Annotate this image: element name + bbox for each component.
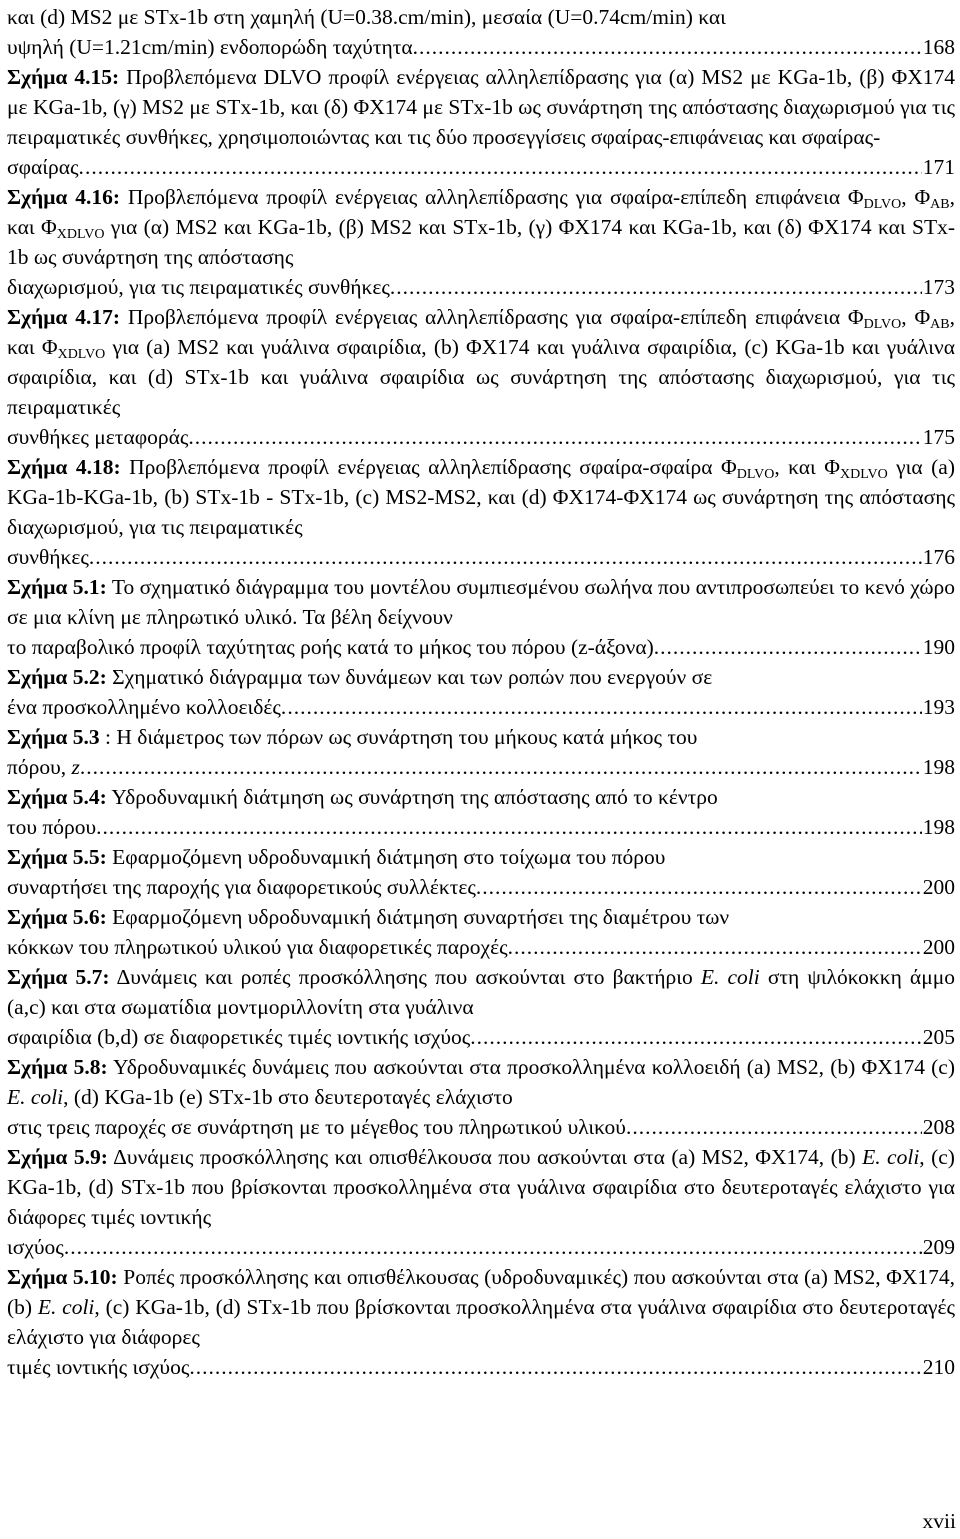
toc-page-number[interactable]: 198 bbox=[922, 755, 955, 779]
figure-label: Σχήμα 5.7: bbox=[7, 965, 110, 989]
toc-entry-last-line bbox=[7, 1352, 955, 1382]
dot-leader bbox=[419, 32, 922, 62]
figure-caption: Σχηματικό διάγραμμα των δυνάμεων και των ροπών που ενεργούν σε bbox=[112, 665, 713, 689]
toc-entry-last-line bbox=[7, 932, 955, 962]
table-of-figures bbox=[7, 2, 955, 1382]
toc-entry-text bbox=[7, 302, 955, 422]
toc-entry-last-line bbox=[7, 542, 955, 572]
toc-page-number[interactable]: 205 bbox=[922, 1025, 955, 1049]
toc-entry[interactable] bbox=[7, 722, 955, 782]
toc-entry[interactable] bbox=[7, 1052, 955, 1142]
toc-page-number[interactable]: 198 bbox=[922, 815, 955, 839]
toc-entry[interactable] bbox=[7, 572, 955, 662]
dot-leader bbox=[86, 752, 922, 782]
toc-entry[interactable] bbox=[7, 782, 955, 842]
figure-label: Σχήμα 4.18: bbox=[7, 455, 121, 479]
toc-entry-last-line bbox=[7, 1232, 955, 1262]
toc-page-number[interactable]: 193 bbox=[922, 695, 955, 719]
toc-entry-last-line bbox=[7, 1112, 955, 1142]
figure-label: Σχήμα 4.16: bbox=[7, 185, 120, 209]
dot-leader bbox=[70, 1232, 922, 1262]
toc-entry-text bbox=[7, 782, 955, 812]
figure-caption: Εφαρμοζόμενη υδροδυναμική διάτμηση συναρτήσει της διαμέτρου των bbox=[112, 905, 730, 929]
toc-entry[interactable] bbox=[7, 1262, 955, 1382]
figure-label: Σχήμα 5.4: bbox=[7, 785, 107, 809]
figure-caption: Προβλεπόμενα DLVO προφίλ ενέργειας αλληλεπίδρασης για (α) MS2 με KGa-1b, (β) ΦΧ174 με KGa-1b, (γ) MS2 με STx-1b, και (δ) ΦΧ174 με STx-1b ως συνάρτηση της απόστασης διαχωρισμού για τις πειραματικές συνθήκες, χρησιμοποιώντας και τις δύο προσεγγίσεις σφαίρας-επιφάνειας και σφαίρας- bbox=[7, 65, 956, 149]
figure-caption-end: υψηλή (U=1.21cm/min) ενδοπορώδη ταχύτητα. bbox=[7, 35, 418, 59]
toc-entry-last-line bbox=[7, 152, 955, 182]
figure-caption-end: ένα προσκολλημένο κολλοειδές. bbox=[7, 695, 287, 719]
toc-page-number[interactable]: 175 bbox=[922, 425, 955, 449]
figure-label: Σχήμα 5.8: bbox=[7, 1055, 108, 1079]
toc-entry-last-line bbox=[7, 272, 955, 302]
figure-caption-end: ισχύος. bbox=[7, 1235, 70, 1259]
figure-caption: Δυνάμεις προσκόλλησης και οπισθέλκουσα που ασκούνται στα (a) MS2, ΦΧ174, (b) E. coli, (c) KGa-1b, (d) STx-1b που βρίσκονται προσκολλημένα στα γυάλινα σφαιρίδια στο δευτεροταγές ελάχιστο για διάφορες τιμές ιοντικής bbox=[7, 1145, 955, 1229]
dot-leader bbox=[632, 1112, 921, 1142]
toc-entry[interactable] bbox=[7, 842, 955, 902]
dot-leader bbox=[514, 932, 922, 962]
dot-leader bbox=[195, 422, 922, 452]
figure-label: Σχήμα 4.17: bbox=[7, 305, 120, 329]
toc-page-number[interactable]: 171 bbox=[922, 155, 955, 179]
toc-entry-last-line bbox=[7, 1022, 955, 1052]
toc-entry[interactable] bbox=[7, 182, 955, 302]
dot-leader bbox=[396, 272, 921, 302]
dot-leader bbox=[103, 812, 922, 842]
dot-leader bbox=[196, 1352, 922, 1382]
figure-caption: Ροπές προσκόλλησης και οπισθέλκουσας (υδροδυναμικές) που ασκούνται στα (a) MS2, ΦΧ174, (b) E. coli, (c) KGa-1b, (d) STx-1b που βρίσκονται προσκολλημένα στα γυάλινα σφαιρίδια στο δευτεροταγές ελάχιστο για διάφορες bbox=[7, 1265, 956, 1349]
toc-entry-text bbox=[7, 1142, 955, 1232]
toc-page-number[interactable]: 208 bbox=[922, 1115, 955, 1139]
dot-leader bbox=[660, 632, 922, 662]
toc-page-number[interactable]: 176 bbox=[922, 545, 955, 569]
toc-page-number[interactable]: 209 bbox=[922, 1235, 955, 1259]
figure-caption-end: συνθήκες. bbox=[7, 545, 95, 569]
toc-entry-text bbox=[7, 2, 955, 32]
figure-caption-end: σφαιρίδια (b,d) σε διαφορετικές τιμές ιοντικής ισχύος. bbox=[7, 1025, 476, 1049]
dot-leader bbox=[85, 152, 922, 182]
toc-entry-text bbox=[7, 452, 955, 542]
figure-label: Σχήμα 4.15: bbox=[7, 65, 120, 89]
toc-entry[interactable] bbox=[7, 302, 955, 452]
toc-entry-text bbox=[7, 1052, 955, 1112]
toc-entry-text bbox=[7, 182, 955, 272]
figure-caption: Προβλεπόμενα προφίλ ενέργειας αλληλεπίδρασης για σφαίρα-επίπεδη επιφάνεια $\Phi_{DLVO}$, $\Phi_{AB}$, και $\Phi_{XDLVO}$ για (α) MS2 και KGa-1b, (β) MS2 και STx-1b, (γ) ΦΧ174 και KGa-1b, και (δ) ΦΧ174 και STx-1b ως συνάρτηση της απόστασης bbox=[7, 185, 955, 269]
toc-entry[interactable] bbox=[7, 62, 955, 182]
figure-label: Σχήμα 5.6: bbox=[7, 905, 107, 929]
toc-entry-last-line bbox=[7, 32, 955, 62]
figure-caption-end: συνθήκες μεταφοράς. bbox=[7, 425, 194, 449]
toc-page-number[interactable]: 200 bbox=[922, 935, 955, 959]
dot-leader bbox=[477, 1022, 922, 1052]
toc-page-number[interactable]: 210 bbox=[922, 1355, 955, 1379]
figure-caption: και (d) MS2 με STx-1b στη χαμηλή (U=0.38.cm/min), μεσαία (U=0.74cm/min) και bbox=[7, 5, 726, 29]
figure-caption: Εφαρμοζόμενη υδροδυναμική διάτμηση στο τοίχωμα του πόρου bbox=[112, 845, 666, 869]
toc-page-number[interactable]: 173 bbox=[922, 275, 955, 299]
figure-label: Σχήμα 5.9: bbox=[7, 1145, 108, 1169]
figure-caption-end: κόκκων του πληρωτικού υλικού για διαφορετικές παροχές. bbox=[7, 935, 513, 959]
toc-entry-text bbox=[7, 962, 955, 1022]
toc-entry-last-line bbox=[7, 422, 955, 452]
toc-page-number[interactable]: 200 bbox=[922, 875, 955, 899]
toc-entry-text bbox=[7, 62, 955, 152]
figure-caption-end: διαχωρισμού, για τις πειραματικές συνθήκες. bbox=[7, 275, 396, 299]
figure-label: Σχήμα 5.2: bbox=[7, 665, 107, 689]
figure-caption: Προβλεπόμενα προφίλ ενέργειας αλληλεπίδρασης για σφαίρα-επίπεδη επιφάνεια $\Phi_{DLVO}$, $\Phi_{AB}$, και $\Phi_{XDLVO}$ για (a) MS2 και γυάλινα σφαιρίδια, (b) ΦΧ174 και γυάλινα σφαιρίδια, (c) KGa-1b και γυάλινα σφαιρίδια, και (d) STx-1b και γυάλινα σφαιρίδια ως συνάρτηση της απόστασης διαχωρισμού, για τις πειραματικές bbox=[7, 305, 955, 419]
toc-entry[interactable] bbox=[7, 2, 955, 62]
figure-caption: Δυνάμεις και ροπές προσκόλλησης που ασκούνται στο βακτήριο E. coli στη ψιλόκοκκη άμμο (a,c) και στα σωματίδια μοντμοριλλονίτη στα γυάλινα bbox=[7, 965, 956, 1019]
toc-page-number[interactable]: 190 bbox=[922, 635, 955, 659]
figure-caption-end: σφαίρας. bbox=[7, 155, 84, 179]
toc-entry[interactable] bbox=[7, 962, 955, 1052]
toc-entry[interactable] bbox=[7, 662, 955, 722]
toc-entry-text bbox=[7, 572, 955, 632]
toc-entry-last-line bbox=[7, 812, 955, 842]
toc-page-number[interactable]: 168 bbox=[922, 35, 955, 59]
figure-label: Σχήμα 5.3 bbox=[7, 725, 100, 749]
dot-leader bbox=[95, 542, 922, 572]
toc-entry[interactable] bbox=[7, 452, 955, 572]
figure-label: Σχήμα 5.10: bbox=[7, 1265, 118, 1289]
figure-label: Σχήμα 5.5: bbox=[7, 845, 107, 869]
toc-entry-last-line bbox=[7, 752, 955, 782]
figure-caption: Προβλεπόμενα προφίλ ενέργειας αλληλεπίδρασης σφαίρα-σφαίρα $\Phi_{DLVO}$, και $\Phi_{XDLVO}$ για (a) KGa-1b-KGa-1b, (b) STx-1b - STx-1b, (c) MS2-MS2, και (d) ΦΧ174-ΦΧ174 ως συνάρτηση της απόστασης διαχωρισμού, για τις πειραματικές bbox=[7, 455, 955, 539]
figure-caption-end: του πόρου. bbox=[7, 815, 102, 839]
toc-entry-text bbox=[7, 1262, 955, 1352]
toc-entry-last-line bbox=[7, 632, 955, 662]
toc-entry-text bbox=[7, 902, 955, 932]
figure-caption-end: πόρου, z. bbox=[7, 755, 86, 779]
figure-caption: Υδροδυναμικές δυνάμεις που ασκούνται στα προσκολλημένα κολλοειδή (a) MS2, (b) ΦΧ174 (c) E. coli, (d) KGa-1b (e) STx-1b στο δευτεροταγές ελάχιστο bbox=[7, 1055, 956, 1109]
figure-caption-end: το παραβολικό προφίλ ταχύτητας ροής κατά το μήκος του πόρου (z-άξονα). bbox=[7, 635, 660, 659]
figure-label: Σχήμα 5.1: bbox=[7, 575, 107, 599]
toc-entry-text bbox=[7, 722, 955, 752]
page-number: xvii bbox=[922, 1509, 956, 1533]
figure-caption: Υδροδυναμική διάτμηση ως συνάρτηση της απόστασης από το κέντρο bbox=[111, 785, 718, 809]
dot-leader bbox=[482, 872, 922, 902]
toc-entry[interactable] bbox=[7, 1142, 955, 1262]
toc-entry-last-line bbox=[7, 692, 955, 722]
figure-caption-end: συναρτήσει της παροχής για διαφορετικούς συλλέκτες. bbox=[7, 875, 482, 899]
toc-entry-text bbox=[7, 842, 955, 872]
figure-caption: Το σχηματικό διάγραμμα του μοντέλου συμπιεσμένου σωλήνα που αντιπροσωπεύει το κενό χώρο σε μια κλίνη με πληρωτικό υλικό. Τα βέλη δείχνουν bbox=[7, 575, 956, 629]
toc-entry-text bbox=[7, 662, 955, 692]
dot-leader bbox=[287, 692, 921, 722]
toc-entry-last-line bbox=[7, 872, 955, 902]
toc-entry[interactable] bbox=[7, 902, 955, 962]
figure-caption-end: στις τρεις παροχές σε συνάρτηση με το μέγεθος του πληρωτικού υλικού. bbox=[7, 1115, 632, 1139]
figure-caption: : Η διάμετρος των πόρων ως συνάρτηση του μήκους κατά μήκος του bbox=[105, 725, 698, 749]
figure-caption-end: τιμές ιοντικής ισχύος. bbox=[7, 1355, 195, 1379]
